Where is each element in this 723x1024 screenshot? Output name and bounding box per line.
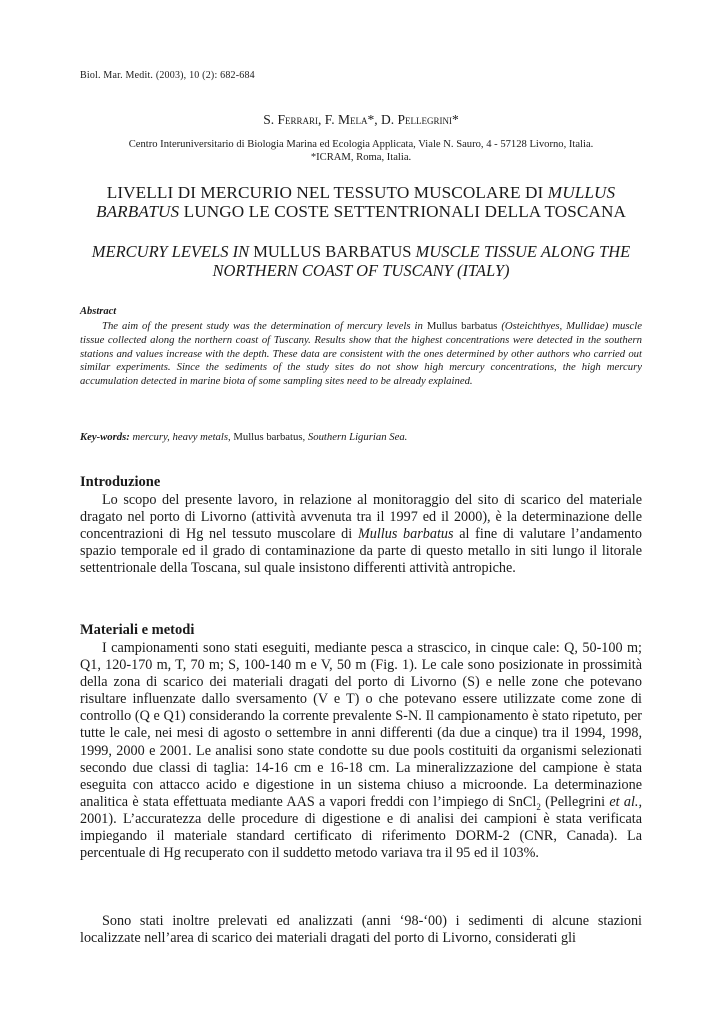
affiliation-line-2: *ICRAM, Roma, Italia. [310,152,412,163]
title-en-part-3: MUSCLE TISSUE ALONG THE NORTHERN COAST OF TUSCANY (ITALY) [212,242,631,280]
author-separator-1: , F. M [318,112,350,127]
title-en-part-1: MERCURY LEVELS IN [91,242,254,261]
keywords-label: Key-words: [80,431,130,443]
author-separator-2: *, D. P [367,112,405,127]
keywords-sep: , [228,431,234,443]
abstract-heading: Abstract [80,306,117,317]
abstract-part-1: The aim of the present study was the determination of mercury levels in [102,320,427,332]
intro-p1-species: Mullus barbatus [357,526,454,543]
intro-heading: Introduzione [80,474,161,490]
title-italian [80,183,642,221]
keywords-species: Mullus barbatus [233,431,303,443]
keywords-part-1: mercury, heavy metals [129,431,229,443]
intro-paragraph [80,492,642,577]
intro-p1-a: Lo scopo del presente lavoro, in relazione al monitoraggio del sito di scarico del materiale dragato nel porto di Livorno (attività avvenuta tra il 1997 ed il 2000), è la determinazione delle concentrazioni di Hg nel tessuto muscolare di [80,492,642,543]
abstract-species: Mullus barbatus [426,320,498,332]
title-it-species: MULLUS BARBATUS [95,183,616,221]
author-2-surname: ela [349,112,368,127]
methods-p1-c: 2001). L’accuratezza delle procedure di digestione e di analisi dei campioni è stata verificata impiegando il materiale standard certificato di riferimento DORM-2 (CNR, Canada). La percentuale di Hg recuperato con il suddetto metodo variava tra il 95 ed il 103%. [80,810,642,862]
title-english [80,242,642,280]
methods-heading: Materiali e metodi [80,622,195,638]
author-1-initial: S. F [263,112,286,127]
methods-p1-a: I campionamenti sono stati eseguiti, mediante pesca a strascico, in cinque cale: Q, 50-100 m; Q1, 120-170 m, T, 70 m; S, 100-140 m e V, 50 m (Fig. 1). Le cale sono posizionate in prossimità della zona di scarico dei materiali dragati del porto di Livorno (S) e nelle zone che potevano risultare influenzate dallo sversamento (V e T) o che potevano essere utilizzate come zone di controllo (Q e Q1) considerando la corrente prevalente S-N. Il campionamento è stato ripetuto, per tutte le cale, nei mesi di agosto o settembre in anni differenti (da due a cinque) tra il 1994, 1998, 1999, 2000 e 2001. Le analisi sono state condotte su due pools costituiti da organismi selezionati secondo due classi di taglia: 14-16 cm e 16-18 cm. La mineralizzazione del campione è stata eseguita con attacco acido e digestione in un sistema chiuso a microonde. La determinazione analitica è stata effettuata mediante AAS a vapori freddi con l’impiego di SnCl [80,640,642,810]
abstract-body [80,320,642,389]
abstract-part-2: (Osteichthyes, Mullidae) muscle tissue collected along the northern coast of Tuscany. Results show that the highest concentrations were detected in the southern stations and values increase with the depth. These data are consistent with the ones determined by other authors who carried out similar experiments. Since the sediments of the study sites do not show high mercury concentrations, the high mercury accumulation detected in marine biota of some sampling sites need to be already explained. [80,320,642,388]
journal-reference: Biol. Mar. Medit. (2003), 10 (2): 682-684 [80,70,255,81]
author-3-surname: ellegrini [405,112,452,127]
title-en-species: MULLUS BARBATUS [253,242,412,261]
intro-p1-b: al fine di valutare l’andamento spazio temporale ed il grado di contaminazione da parte di questo metallo in siti lungo il litorale settentrionale della Toscana, sul quale insistono differenti attività antropiche. [80,526,642,577]
methods-paragraph-2: Sono stati inoltre prelevati ed analizzati (anni ‘98-‘00) i sedimenti di alcune stazioni localizzate nell’area di scarico dei materiali dragati del porto di Livorno, considerati gli [80,913,642,947]
title-it-part-1: LIVELLI DI MERCURIO NEL TESSUTO MUSCOLARE DI [106,183,548,202]
methods-p1-subscript: 2 [536,801,541,812]
affiliation [80,138,642,164]
author-end-mark: * [452,112,459,127]
affiliation-line-1: Centro Interuniversitario di Biologia Marina ed Ecologia Applicata, Viale N. Sauro, 4 - 57128 Livorno, Italia. [128,139,594,150]
author-list [80,112,642,128]
methods-p1-b: (Pellegrini [540,793,610,810]
title-it-part-3: LUNGO LE COSTE SETTENTRIONALI DELLA TOSCANA [179,202,627,221]
keywords-part-2: , Southern Ligurian Sea. [302,431,408,443]
keywords [80,431,642,443]
methods-p1-etal: et al., [609,793,643,810]
methods-paragraph-1 [80,640,642,862]
author-1-surname: errari [285,112,319,127]
